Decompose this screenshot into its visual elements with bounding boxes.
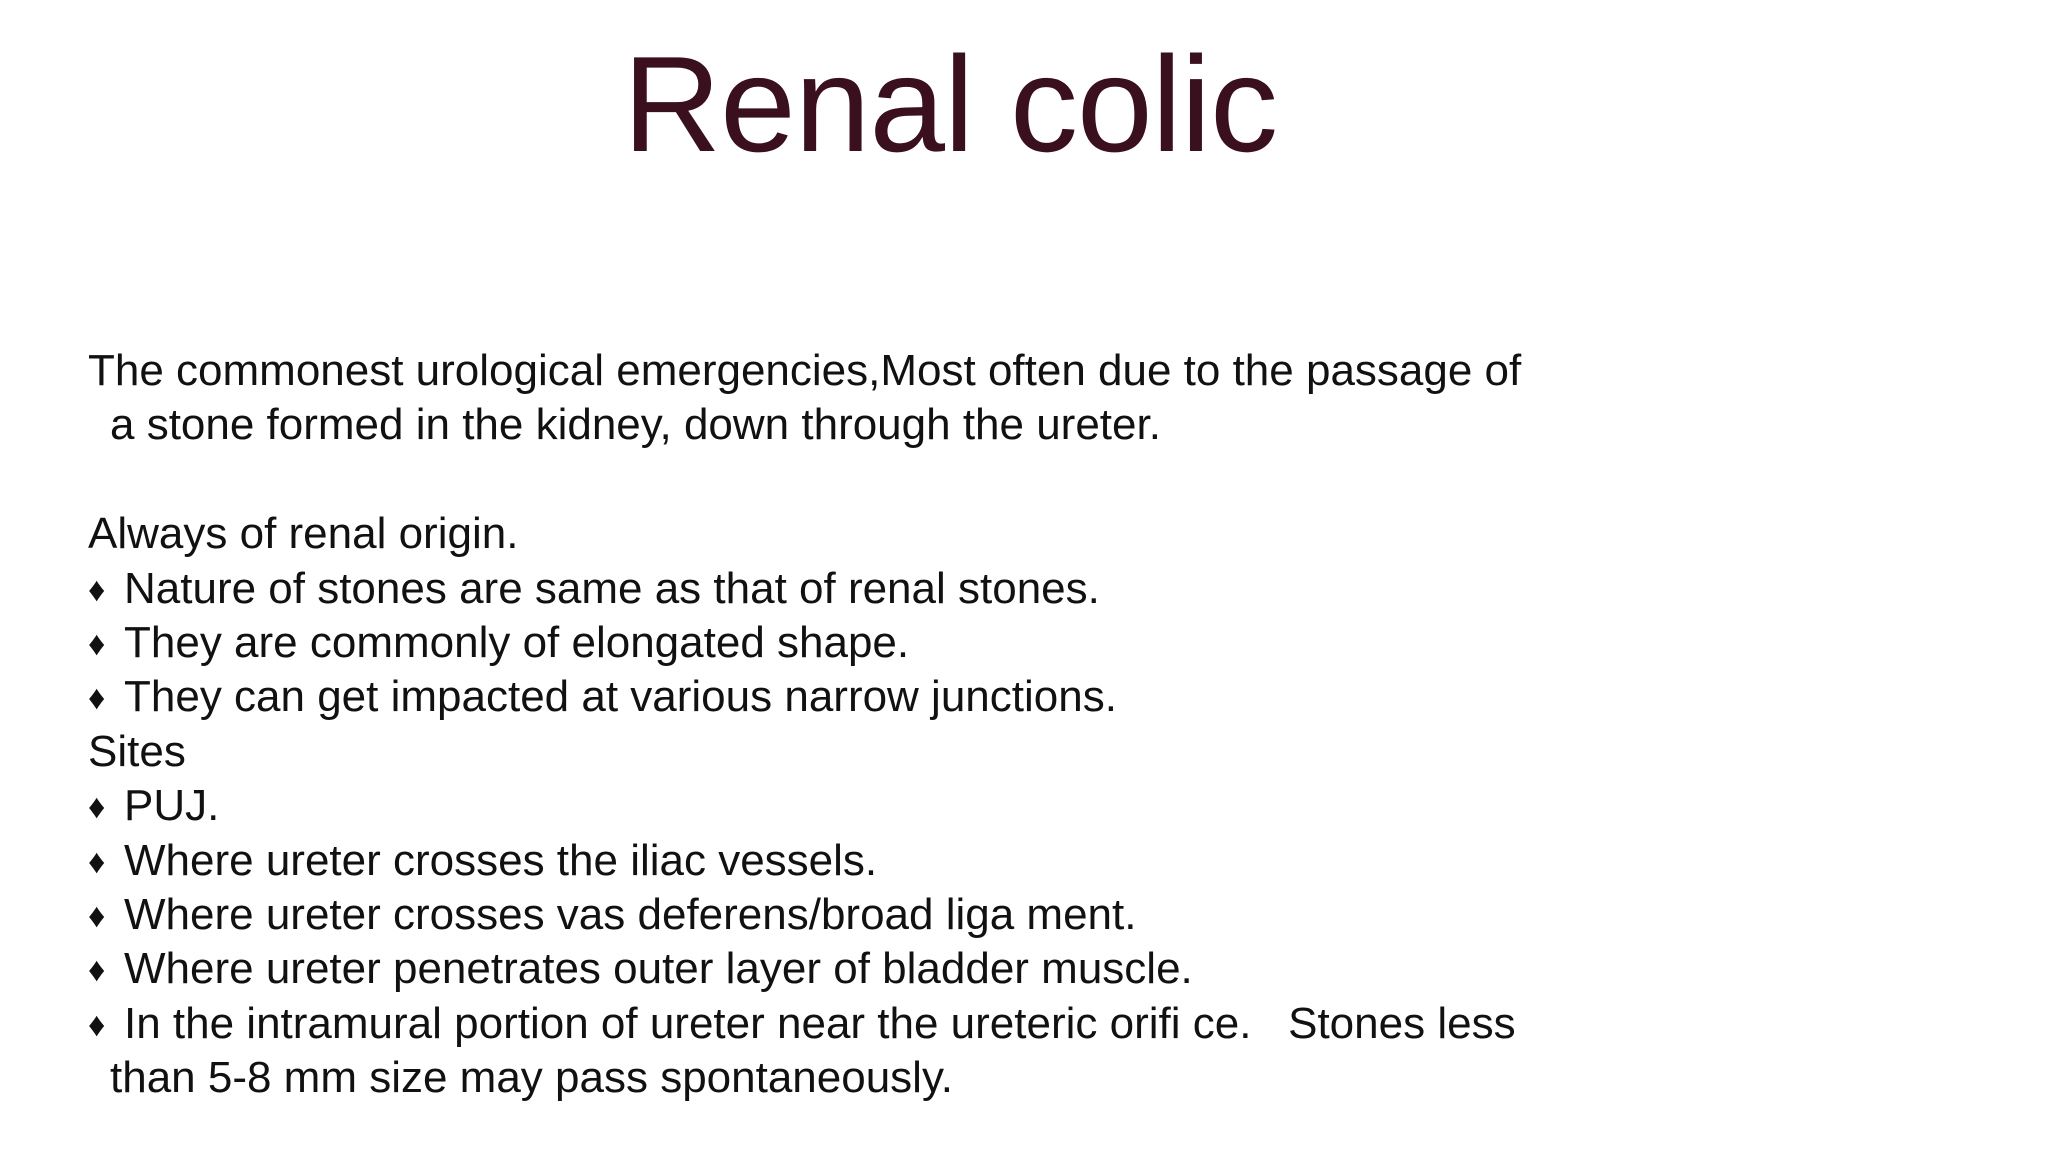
slide-body [88,344,1648,1105]
diamond-bullet-icon: ♦ [88,842,106,881]
point-text: They can get impacted at various narrow junctions. [124,672,1117,722]
sites-heading: Sites [88,726,186,776]
point-text: Nature of stones are same as that of renal stones. [124,563,1100,613]
diamond-bullet-icon: ♦ [88,896,106,935]
diamond-bullet-icon: ♦ [88,1005,106,1044]
diamond-bullet-icon: ♦ [88,570,106,609]
site-text: Where ureter crosses the iliac vessels. [124,835,878,885]
closing-line: than 5-8 mm size may pass spontaneously. [110,1053,953,1103]
site-item [88,888,1648,942]
spacer [88,453,1648,507]
point-item [88,616,1648,670]
site-item [88,779,1648,833]
intro-line-1: The commonest urological emergencies,Most often due to the passage of [88,346,1522,395]
slide-title: Renal colic [622,28,1278,180]
site-item [88,834,1648,888]
site-text: PUJ. [124,781,220,831]
diamond-bullet-icon: ♦ [88,788,106,827]
origin-line: Always of renal origin. [88,509,519,559]
site-text: In the intramural portion of ureter near the ureteric orifi ce. Stones less [124,998,1516,1048]
diamond-bullet-icon: ♦ [88,679,106,718]
site-text: Where ureter crosses vas deferens/broad liga ment. [124,889,1137,939]
point-item [88,670,1648,724]
site-item [88,997,1648,1051]
site-item [88,942,1648,996]
site-text: Where ureter penetrates outer layer of bladder muscle. [124,944,1193,994]
point-item [88,562,1648,616]
intro-line-2: a stone formed in the kidney, down through the ureter. [110,400,1161,450]
point-text: They are commonly of elongated shape. [124,617,910,667]
diamond-bullet-icon: ♦ [88,951,106,990]
diamond-bullet-icon: ♦ [88,624,106,663]
